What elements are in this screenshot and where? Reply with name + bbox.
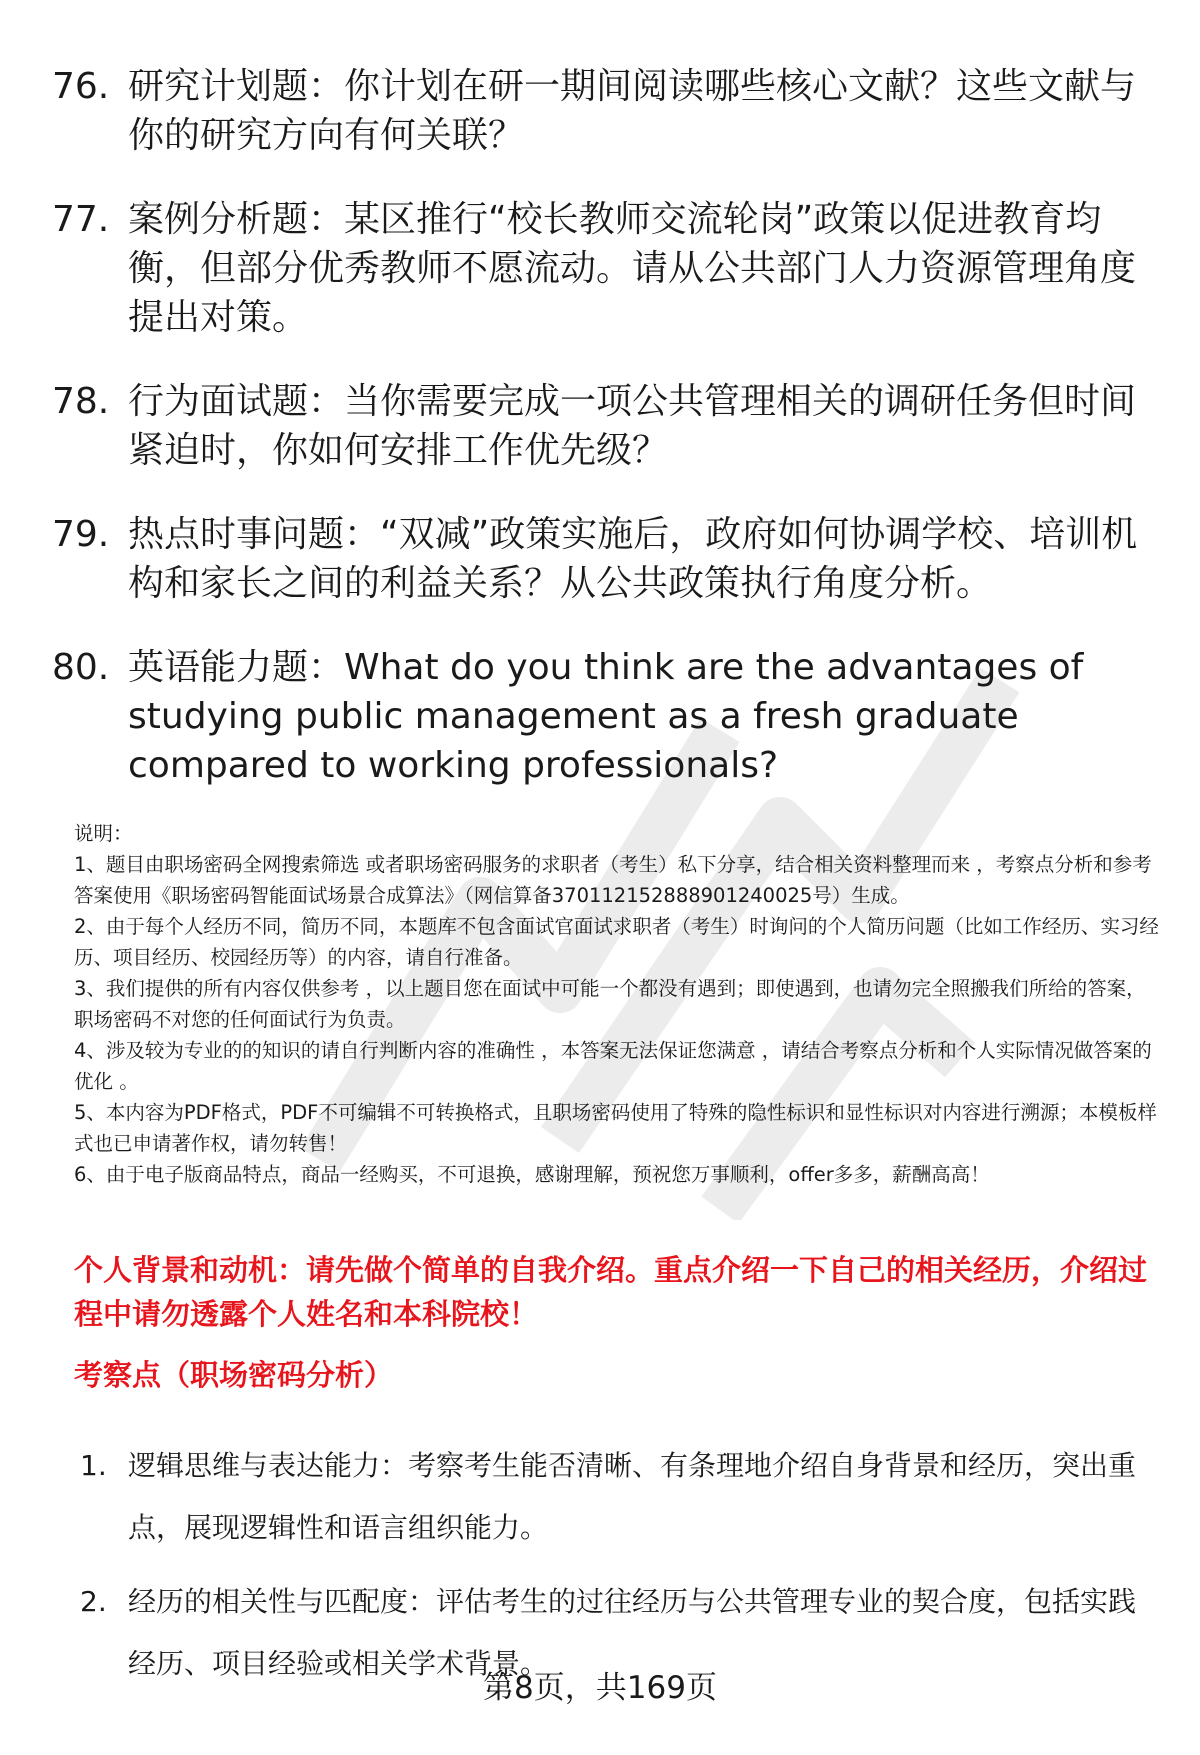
- page-footer: 第8页，共169页: [483, 1670, 717, 1706]
- note-item: 6、由于电子版商品特点，商品一经购买，不可退换，感谢理解，预祝您万事顺利，offer多多，薪酬高高！: [74, 1163, 990, 1186]
- question-number: 79.: [52, 514, 110, 555]
- question-text: 研究计划题：你计划在研一期间阅读哪些核心文献？这些文献与你的研究方向有何关联？: [128, 66, 1137, 156]
- notes-title: 说明：: [74, 822, 133, 845]
- note-item: 4、涉及较为专业的的知识的请自行判断内容的准确性 ，本答案无法保证您满意 ，请结合考察点分析和个人实际情况做答案的优化 。: [74, 1039, 1152, 1093]
- question-list: [52, 62, 1152, 825]
- point-number: 2.: [80, 1585, 107, 1618]
- question-text: 英语能力题：What do you think are the advantages of studying public management as a fresh graduate compared to working professionals?: [128, 647, 1084, 786]
- note-item: 1、题目由职场密码全网搜索筛选 或者职场密码服务的求职者（考生）私下分享，结合相关资料整理而来 ，考察点分析和参考答案使用《职场密码智能面试场景合成算法》（网信算备370112152888901240025号）生成。: [74, 853, 1152, 907]
- question-number: 78.: [52, 381, 110, 422]
- section-subheading: 考察点（职场密码分析）: [74, 1358, 394, 1392]
- point-text: 逻辑思维与表达能力：考察考生能否清晰、有条理地介绍自身背景和经历，突出重点，展现逻辑性和语言组织能力。: [128, 1449, 1137, 1544]
- notes-block: [74, 818, 1164, 1190]
- question-item: [52, 62, 1152, 160]
- note-item: 5、本内容为PDF格式，PDF不可编辑不可转换格式，且职场密码使用了特殊的隐性标识和显性标识对内容进行溯源；本模板样式也已申请著作权，请勿转售！: [74, 1101, 1157, 1155]
- point-number: 1.: [80, 1449, 107, 1482]
- note-item: 3、我们提供的所有内容仅供参考 ，以上题目您在面试中可能一个都没有遇到；即使遇到，也请勿完全照搬我们所给的答案，职场密码不对您的任何面试行为负责。: [74, 977, 1146, 1031]
- point-text: 经历的相关性与匹配度：评估考生的过往经历与公共管理专业的契合度，包括实践经历、项目经验或相关学术背景。: [128, 1585, 1137, 1680]
- question-item: [52, 510, 1152, 608]
- section-heading: 个人背景和动机：请先做个简单的自我介绍。重点介绍一下自己的相关经历，介绍过程中请勿透露个人姓名和本科院校！: [74, 1253, 1148, 1331]
- question-item: [52, 195, 1152, 342]
- question-number: 80.: [52, 647, 110, 688]
- question-number: 76.: [52, 66, 110, 107]
- analysis-point: [80, 1435, 1160, 1559]
- question-text: 案例分析题：某区推行“校长教师交流轮岗”政策以促进教育均衡，但部分优秀教师不愿流动。请从公共部门人力资源管理角度提出对策。: [128, 199, 1137, 338]
- question-number: 77.: [52, 199, 110, 240]
- question-text: 热点时事问题：“双减”政策实施后，政府如何协调学校、培训机构和家长之间的利益关系？从公共政策执行角度分析。: [128, 514, 1138, 604]
- note-item: 2、由于每个人经历不同，简历不同，本题库不包含面试官面试求职者（考生）时询问的个人简历问题（比如工作经历、实习经历、项目经历、校园经历等）的内容，请自行准备。: [74, 915, 1159, 969]
- question-text: 行为面试题：当你需要完成一项公共管理相关的调研任务但时间紧迫时，你如何安排工作优先级？: [128, 381, 1137, 471]
- question-item: [52, 377, 1152, 475]
- question-item: [52, 643, 1152, 790]
